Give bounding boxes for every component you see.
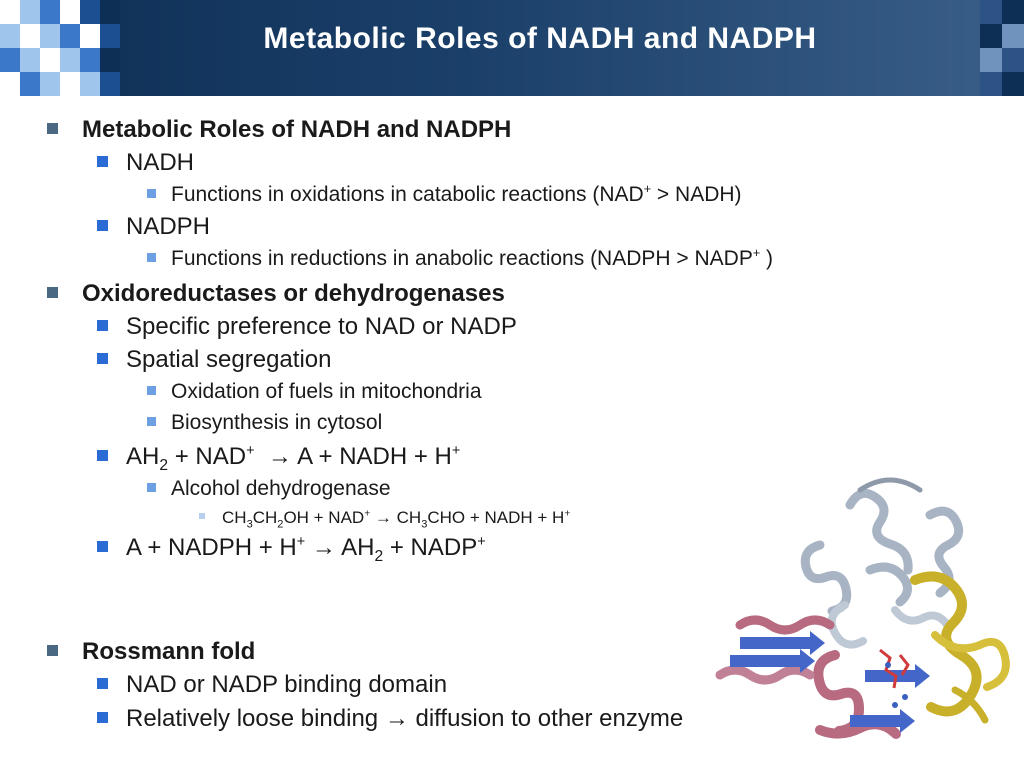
square-bullet-icon xyxy=(97,156,108,167)
square-bullet-icon xyxy=(47,123,58,134)
bullet-binding-domain: NAD or NADP binding domain xyxy=(126,671,447,699)
square-bullet-icon xyxy=(147,386,156,395)
bullet-equation-nad: $AH_2 + NAD^+ \to A$ + NADH + H+ xyxy=(126,443,460,471)
square-bullet-icon xyxy=(147,253,156,262)
square-bullet-icon xyxy=(147,189,156,198)
square-bullet-icon xyxy=(199,513,205,519)
bullet-nadph-function: Functions in reductions in anabolic reactions (NADPH > NADP+ ) xyxy=(171,247,773,271)
bullet-specific-preference: Specific preference to NAD or NADP xyxy=(126,313,517,341)
square-bullet-icon xyxy=(97,678,108,689)
protein-structure-illustration xyxy=(700,475,1024,768)
square-bullet-icon xyxy=(97,353,108,364)
arrow-right-icon: → xyxy=(384,705,409,732)
bullet-metabolic-roles: Metabolic Roles of NADH and NADPH xyxy=(82,116,511,144)
arrow-right-icon: → xyxy=(311,534,336,561)
square-bullet-icon xyxy=(97,450,108,461)
square-bullet-icon xyxy=(97,541,108,552)
bullet-mitochondria: Oxidation of fuels in mitochondria xyxy=(171,380,482,404)
bullet-nadph: NADPH xyxy=(126,213,210,241)
bullet-equation-nadph: A + NADPH + $H^+ \to AH_2$ + NADP+ xyxy=(126,534,486,562)
bullet-nadh: NADH xyxy=(126,149,194,177)
bullet-nadh-function: Functions in oxidations in catabolic reactions (NAD+ > NADH) xyxy=(171,183,742,207)
square-bullet-icon xyxy=(97,220,108,231)
bullet-rossmann-fold: Rossmann fold xyxy=(82,638,255,666)
slide-title: Metabolic Roles of NADH and NADPH xyxy=(263,22,817,55)
bullet-loose-binding: Relatively loose binding → diffusion to other enzyme xyxy=(126,705,683,733)
bullet-cytosol: Biosynthesis in cytosol xyxy=(171,411,382,435)
square-bullet-icon xyxy=(147,417,156,426)
square-bullet-icon xyxy=(147,483,156,492)
bullet-ethanol-equation: $CH_3CH_2OH + NAD^+ \to CH_3CHO$ + NADH + H+ xyxy=(222,508,570,528)
bullet-oxidoreductases: Oxidoreductases or dehydrogenases xyxy=(82,280,505,308)
square-bullet-icon xyxy=(97,712,108,723)
arrow-right-icon: → xyxy=(374,508,392,527)
square-bullet-icon xyxy=(47,287,58,298)
bullet-alcohol-dehydrogenase: Alcohol dehydrogenase xyxy=(171,477,391,501)
square-bullet-icon xyxy=(47,645,58,656)
bullet-spatial-segregation: Spatial segregation xyxy=(126,346,331,374)
square-bullet-icon xyxy=(97,320,108,331)
arrow-right-icon: → xyxy=(267,443,292,470)
